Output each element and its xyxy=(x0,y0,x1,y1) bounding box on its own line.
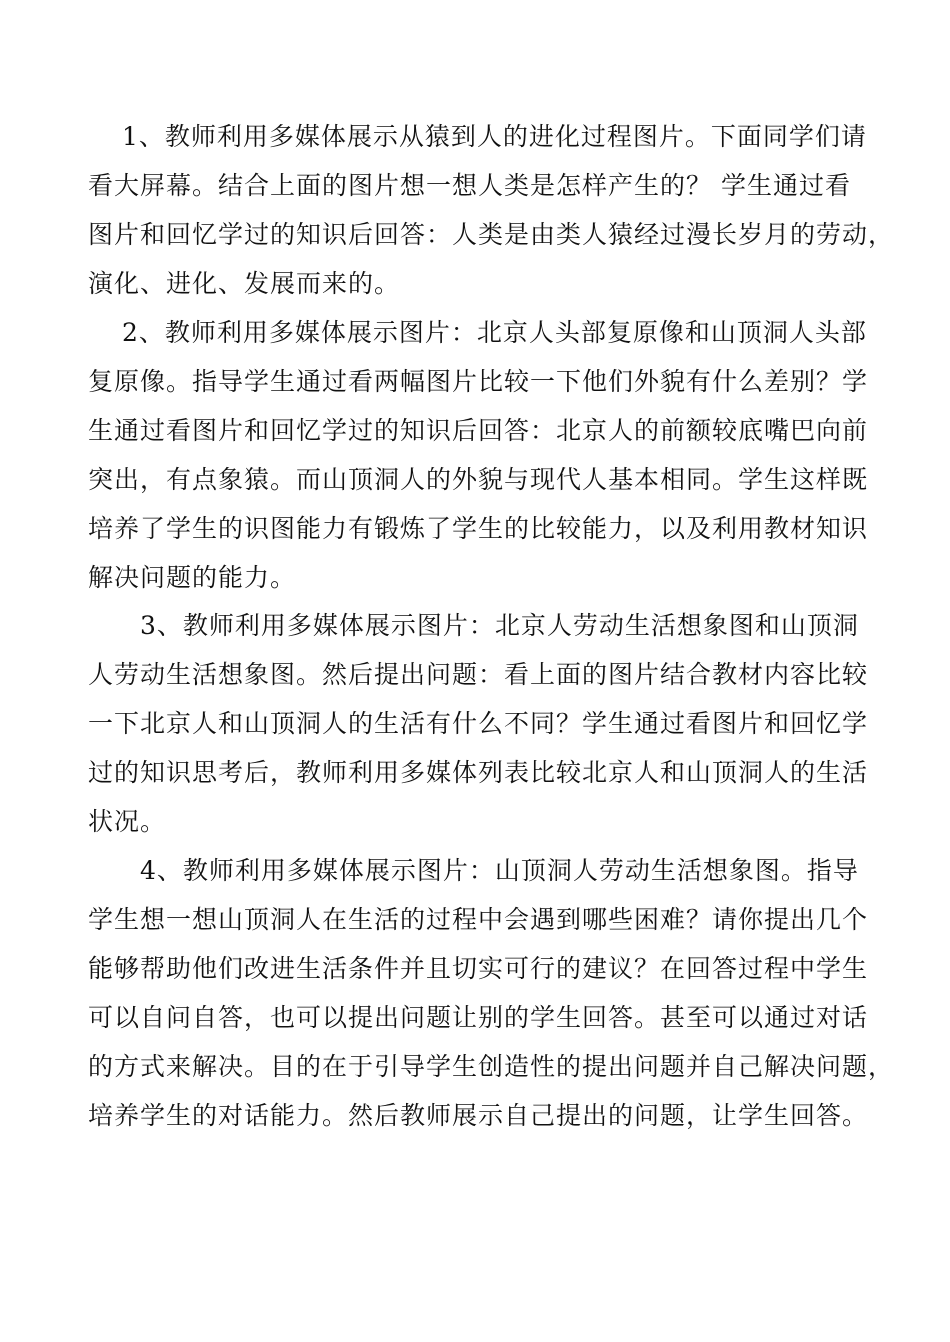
text-line: 演化、进化、发展而来的。 xyxy=(88,269,401,298)
text-line: 人劳动生活想象图。然后提出问题：看上面的图片结合教材内容比较 xyxy=(88,660,869,689)
text-line: 能够帮助他们改进生活条件并且切实可行的建议？在回答过程中学生 xyxy=(88,954,869,983)
text-line: 1、教师利用多媒体展示从猿到人的进化过程图片。下面同学们请 xyxy=(122,122,867,151)
text-line: 的方式来解决。目的在于引导学生创造性的提出问题并自己解决问题， xyxy=(88,1052,895,1081)
text-line: 一下北京人和山顶洞人的生活有什么不同？学生通过看图片和回忆学 xyxy=(88,709,869,738)
text-line: 解决问题的能力。 xyxy=(88,563,297,592)
text-line: 培养了学生的识图能力有锻炼了学生的比较能力，以及利用教材知识 xyxy=(88,514,869,543)
text-line: 复原像。指导学生通过看两幅图片比较一下他们外貌有什么差别？学 xyxy=(88,367,869,396)
text-line: 可以自问自答，也可以提出问题让别的学生回答。甚至可以通过对话 xyxy=(88,1003,869,1032)
text-line: 3、教师利用多媒体展示图片：北京人劳动生活想象图和山顶洞 xyxy=(140,611,859,640)
text-line: 培养学生的对话能力。然后教师展示自己提出的问题，让学生回答。 xyxy=(88,1101,869,1130)
text-line: 突出，有点象猿。而山顶洞人的外貌与现代人基本相同。学生这样既 xyxy=(88,465,869,494)
text-line: 过的知识思考后，教师利用多媒体列表比较北京人和山顶洞人的生活 xyxy=(88,758,869,787)
text-line: 4、教师利用多媒体展示图片：山顶洞人劳动生活想象图。指导 xyxy=(140,856,859,885)
text-line: 生通过看图片和回忆学过的知识后回答：北京人的前额较底嘴巴向前 xyxy=(88,416,869,445)
text-line: 状况。 xyxy=(88,807,167,836)
text-line: 2、教师利用多媒体展示图片：北京人头部复原像和山顶洞人头部 xyxy=(122,318,867,347)
text-line: 图片和回忆学过的知识后回答：人类是由类人猿经过漫长岁月的劳动， xyxy=(88,220,895,249)
text-line: 看大屏幕。结合上面的图片想一想人类是怎样产生的？ 学生通过看 xyxy=(88,171,851,200)
text-line: 学生想一想山顶洞人在生活的过程中会遇到哪些困难？请你提出几个 xyxy=(88,905,869,934)
